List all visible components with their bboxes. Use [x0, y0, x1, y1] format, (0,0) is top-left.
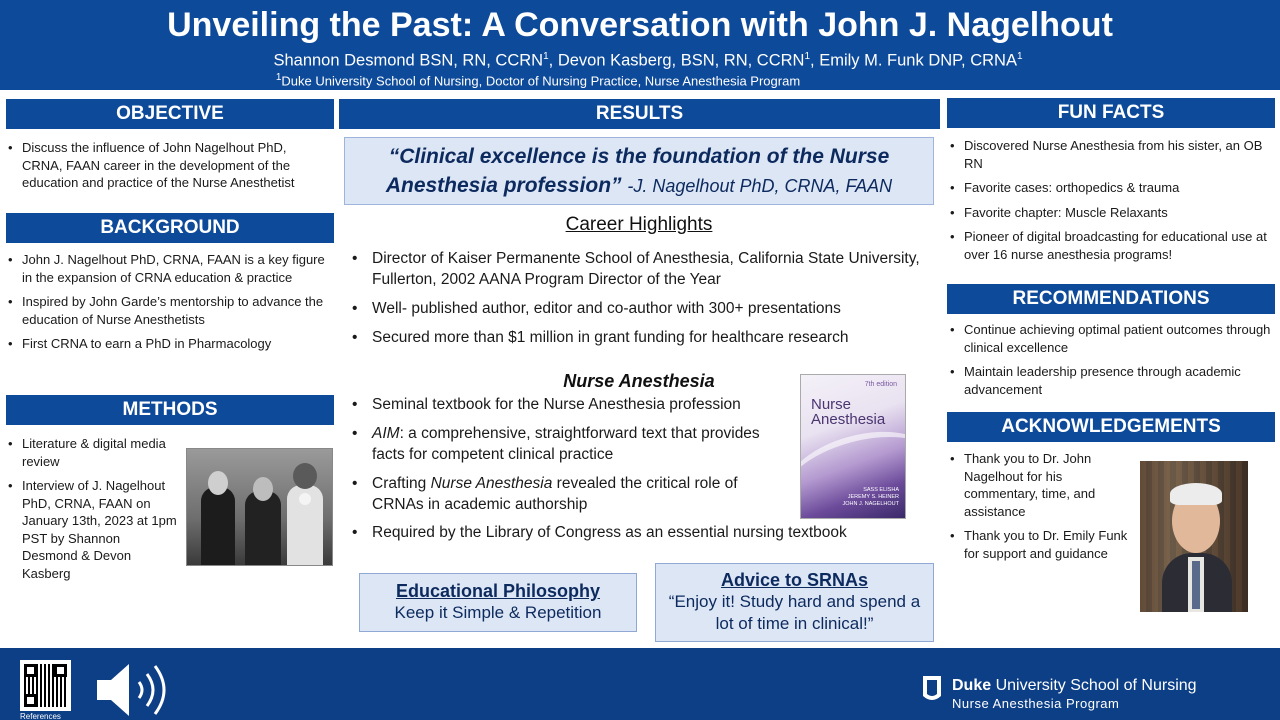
list-item: • Favorite cases: orthopedics & trauma	[948, 179, 1273, 197]
nurse-anesthesia-title: Nurse Anesthesia	[563, 371, 715, 391]
methods-list	[6, 435, 178, 589]
aim-emphasis: AIM	[372, 425, 400, 442]
background-list	[6, 251, 332, 360]
quote-text: “Clinical excellence is the foundation of the Nurse Anesthesia profession”	[385, 145, 890, 197]
career-list	[350, 248, 930, 356]
list-item: • Continue achieving optimal patient outcomes through clinical excellence	[948, 321, 1273, 356]
duke-school-name: Duke University School of Nursing	[952, 677, 1197, 694]
author-list: Shannon Desmond BSN, RN, CCRN$^1$, Devon Kasberg, BSN, RN, CCRN$^1$, Emily M. Funk DNP, CRNA$^1$	[273, 51, 1023, 70]
results-heading: RESULTS	[339, 99, 940, 129]
author-name: Shannon Desmond BSN, RN, CCRN	[273, 51, 544, 70]
list-item: • Required by the Library of Congress as an essential nursing textbook	[350, 522, 935, 543]
list-item: • Discovered Nurse Anesthesia from his sister, an OB RN	[948, 137, 1273, 172]
aim-text: : a comprehensive, straightforward text that provides facts for competent clinical practice	[372, 425, 760, 463]
author-affil-sup: 1	[543, 51, 549, 62]
list-item: • Discuss the influence of John Nagelhout PhD, CRNA, FAAN career in the development of the education and practice of the Nurse Anesthetist	[6, 139, 326, 192]
advice-box	[655, 563, 934, 642]
nurse-anesthesia-list	[350, 394, 790, 523]
list-item: • First CRNA to earn a PhD in Pharmacology	[6, 335, 332, 353]
acknowledgements-heading: ACKNOWLEDGEMENTS	[947, 412, 1275, 442]
author-affil-sup: 1	[1016, 51, 1023, 62]
author-name: Emily M. Funk DNP, CRNA	[819, 51, 1017, 70]
list-item: • Inspired by John Garde’s mentorship to advance the education of Nurse Anesthetists	[6, 293, 332, 328]
list-item: • Seminal textbook for the Nurse Anesthesia profession	[350, 394, 790, 415]
library-list	[350, 522, 935, 551]
career-highlights-title: Career Highlights	[565, 214, 713, 235]
quote-attribution: -J. Nagelhout PhD, CRNA, FAAN	[627, 176, 893, 196]
list-item: • Director of Kaiser Permanente School of Anesthesia, California State University, Fullerton, 2002 AANA Program Director of the Year	[350, 248, 930, 290]
book-title: Nurse Anesthesia	[811, 396, 886, 428]
crafting-text: revealed the critical role of CRNAs in academic authorship	[372, 475, 738, 513]
philosophy-title: Educational Philosophy	[395, 581, 601, 601]
speaker-audio-icon[interactable]	[95, 660, 170, 720]
references-qr-code[interactable]	[20, 660, 71, 711]
list-item: • Favorite chapter: Muscle Relaxants	[948, 204, 1273, 222]
advice-title: Advice to SRNAs	[720, 570, 869, 590]
fun-facts-list	[948, 137, 1273, 270]
background-heading: BACKGROUND	[6, 213, 334, 243]
objective-heading: OBJECTIVE	[6, 99, 334, 129]
duke-chapel-icon	[921, 676, 943, 704]
list-item: • John J. Nagelhout PhD, CRNA, FAAN is a key figure in the expansion of CRNA education & practice	[6, 251, 332, 286]
advice-body: “Enjoy it! Study hard and spend a lot of time in clinical!”	[668, 592, 921, 633]
author-name: Devon Kasberg, BSN, RN, CCRN	[557, 51, 805, 70]
methods-heading: METHODS	[6, 395, 334, 425]
crafting-emphasis: Nurse Anesthesia	[430, 475, 553, 492]
recommendations-list	[948, 321, 1273, 405]
list-item	[350, 473, 790, 515]
list-item	[350, 423, 790, 465]
quote-box	[344, 137, 934, 205]
acknowledgements-list	[948, 450, 1128, 569]
list-item: • Well- published author, editor and co-author with 300+ presentations	[350, 298, 930, 319]
list-item: • Thank you to Dr. Emily Funk for support and guidance	[948, 527, 1128, 562]
fun-facts-heading: FUN FACTS	[947, 98, 1275, 128]
objective-list	[6, 139, 326, 199]
philosophy-box	[359, 573, 637, 632]
list-item: • Pioneer of digital broadcasting for educational use at over 16 nurse anesthesia programs!	[948, 228, 1273, 263]
philosophy-body: Keep it Simple & Repetition	[394, 603, 602, 622]
duke-program-name: Nurse Anesthesia Program	[952, 696, 1120, 711]
list-item: • Thank you to Dr. John Nagelhout for his commentary, time, and assistance	[948, 450, 1128, 520]
recommendations-heading: RECOMMENDATIONS	[947, 284, 1275, 314]
book-edition: 7th edition	[864, 381, 897, 388]
qr-label: References	[20, 712, 61, 720]
textbook-cover	[800, 374, 906, 519]
list-item: • Interview of J. Nagelhout PhD, CRNA, FAAN on January 13th, 2023 at 1pm PST by Shannon Desmond & Devon Kasberg	[6, 477, 178, 582]
author-affil-sup: 1	[804, 51, 811, 62]
award-photo	[186, 448, 333, 566]
affiliation	[0, 69, 1076, 90]
list-item: • Literature & digital media review	[6, 435, 178, 470]
list-item: • Secured more than $1 million in grant funding for healthcare research	[350, 327, 930, 348]
book-authors: SASS ELISHA JEREMY S. HEINER JOHN J. NAGELHOUT	[842, 487, 899, 507]
affiliation-text: Duke University School of Nursing, Doctor of Nursing Practice, Nurse Anesthesia Program	[281, 73, 801, 89]
poster-title: Unveiling the Past: A Conversation with John J. Nagelhout	[167, 6, 1113, 44]
crafting-pre: Crafting	[372, 475, 431, 492]
list-item: • Maintain leadership presence through academic advancement	[948, 363, 1273, 398]
portrait-photo	[1140, 461, 1248, 612]
poster-header	[0, 0, 1280, 90]
affiliation-sup: 1	[275, 72, 282, 83]
